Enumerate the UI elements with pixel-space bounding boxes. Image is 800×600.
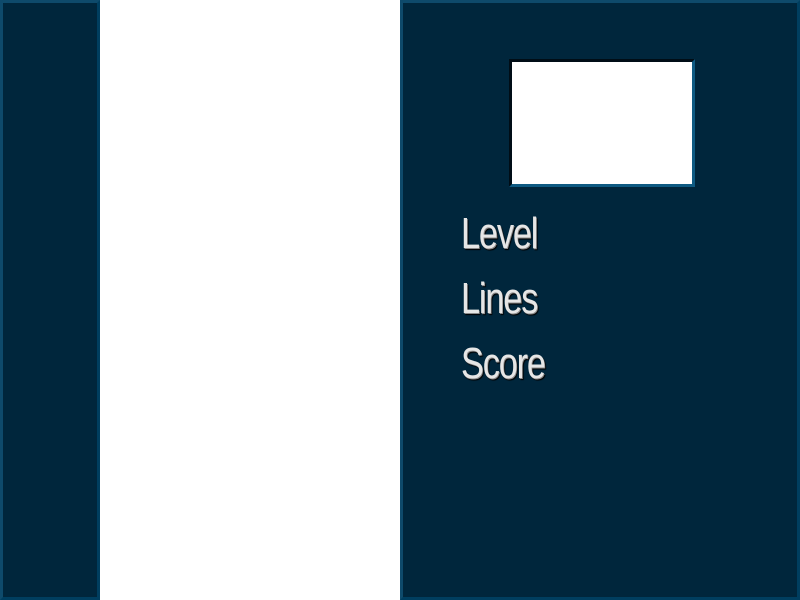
right-side-panel [400,0,800,600]
next-piece-preview [509,59,695,187]
left-side-panel [0,0,100,600]
stats-block [461,205,761,400]
level-label: Level [461,209,538,258]
playfield-board [100,0,400,600]
score-label: Score [461,339,545,388]
lines-label: Lines [461,274,538,323]
